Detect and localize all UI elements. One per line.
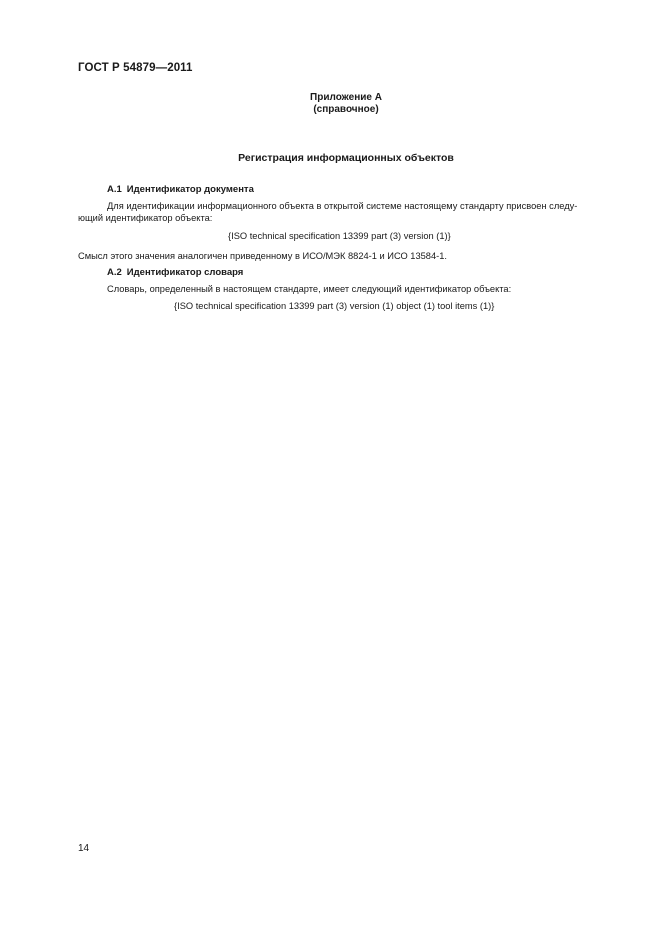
a1-object-identifier: {ISO technical specification 13399 part (3) version (1)} xyxy=(228,231,451,241)
appendix-subtitle: (справочное) xyxy=(313,104,379,115)
a1-meaning-paragraph: Смысл этого значения аналогичен приведенному в ИСО/МЭК 8824-1 и ИСО 13584-1. xyxy=(78,251,447,261)
a2-object-identifier: {ISO technical specification 13399 part (3) version (1) object (1) tool items (1)} xyxy=(174,301,495,311)
subsection-a2-heading xyxy=(107,267,243,278)
a1-paragraph-line2: ющий идентификатор объекта: xyxy=(78,213,213,223)
appendix-title: Приложение А xyxy=(310,92,382,103)
a1-paragraph-line1: Для идентификации информационного объекта в открытой системе настоящему стандарту присвоен следу- xyxy=(107,201,578,211)
subsection-a2-title: Идентификатор словаря xyxy=(126,267,244,278)
page-number: 14 xyxy=(78,843,90,854)
subsection-a1-title: Идентификатор документа xyxy=(126,184,254,195)
a2-paragraph: Словарь, определенный в настоящем стандарте, имеет следующий идентификатор объекта: xyxy=(107,284,512,294)
subsection-a1-heading xyxy=(107,184,254,195)
subsection-a1-number: А.1 xyxy=(107,184,122,195)
section-title: Регистрация информационных объектов xyxy=(238,152,454,164)
subsection-a2-number: А.2 xyxy=(107,267,122,278)
standard-code: ГОСТ Р 54879—2011 xyxy=(78,62,193,74)
